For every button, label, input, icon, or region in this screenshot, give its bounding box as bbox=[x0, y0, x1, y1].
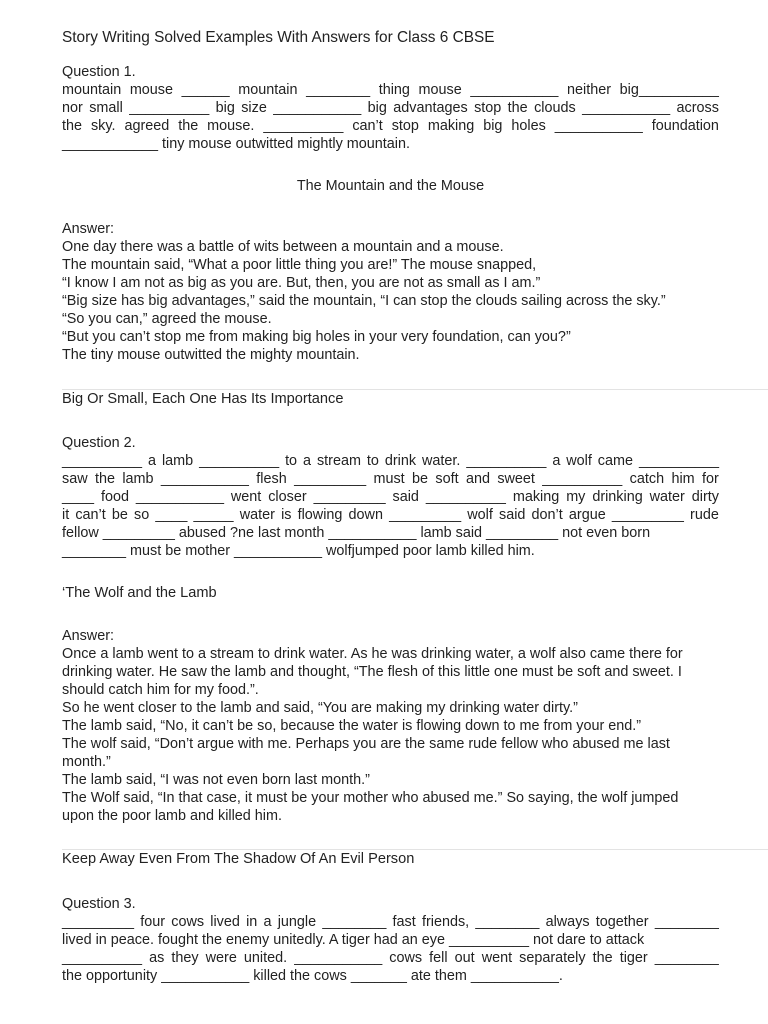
word: the bbox=[592, 950, 613, 966]
word: agreed bbox=[124, 118, 170, 134]
word: ________ bbox=[654, 950, 719, 966]
word: ___________ bbox=[273, 100, 362, 116]
answer-label: Answer: bbox=[62, 628, 114, 644]
answer-line: “So you can,” agreed the mouse. bbox=[62, 311, 272, 327]
word: the bbox=[507, 100, 528, 116]
question-label: Question 3. bbox=[62, 896, 136, 912]
word: to bbox=[366, 453, 379, 469]
question-line: lived in peace. fought the enemy unitedly. A tiger had an eye __________ not dare to attack bbox=[62, 932, 645, 948]
word: water. bbox=[421, 453, 461, 469]
answer-1 bbox=[62, 220, 722, 364]
word: stream bbox=[316, 453, 361, 469]
word: ___________ bbox=[554, 118, 643, 134]
word: is bbox=[281, 507, 292, 523]
answer-line: Once a lamb went to a stream to drink water. As he was drinking water, a wolf also came there for bbox=[62, 646, 683, 662]
word: small bbox=[89, 100, 123, 116]
word: sweet bbox=[497, 471, 535, 487]
word: and bbox=[465, 471, 490, 487]
word: mouse. bbox=[207, 118, 255, 134]
word: cows bbox=[389, 950, 423, 966]
answer-line: The wolf said, “Don’t argue with me. Perhaps you are the same rude fellow who abused me last bbox=[62, 736, 670, 752]
word: fast bbox=[392, 914, 416, 930]
word: big__________ bbox=[619, 82, 719, 98]
word: united. bbox=[243, 950, 288, 966]
word: _________ bbox=[62, 914, 135, 930]
answer-line: drinking water. He saw the lamb and thought, “The flesh of this little one must be soft and sweet. I bbox=[62, 664, 682, 680]
section-heading: Keep Away Even From The Shadow Of An Evil Person bbox=[62, 851, 415, 867]
answer-line: The lamb said, “No, it can’t be so, because the water is flowing down to me from your end.” bbox=[62, 718, 642, 734]
word: friends, bbox=[421, 914, 470, 930]
word: thing bbox=[378, 82, 410, 98]
word: making bbox=[427, 118, 475, 134]
word: the bbox=[178, 118, 199, 134]
word: holes bbox=[511, 118, 546, 134]
question-line: fellow _________ abused ?ne last month ___________ lamb said _________ not even born bbox=[62, 525, 651, 541]
word: size bbox=[241, 100, 267, 116]
word: nor bbox=[62, 100, 83, 116]
story-title: ‘The Wolf and the Lamb bbox=[62, 585, 217, 601]
word: a bbox=[147, 453, 156, 469]
question-line bbox=[62, 506, 719, 524]
answer-line: The Wolf said, “In that case, it must be your mother who abused me.” So saying, the wolf jumped bbox=[62, 790, 679, 806]
word: be bbox=[412, 471, 429, 487]
word: mouse bbox=[129, 82, 174, 98]
question-line bbox=[62, 488, 719, 506]
word: went bbox=[481, 950, 513, 966]
word: in bbox=[246, 914, 258, 930]
word: him bbox=[671, 471, 695, 487]
question-line bbox=[62, 117, 719, 135]
word: tiger bbox=[619, 950, 648, 966]
word: big bbox=[367, 100, 387, 116]
answer-line: The tiny mouse outwitted the mighty mountain. bbox=[62, 347, 360, 363]
word: separately bbox=[519, 950, 586, 966]
word: mouse bbox=[418, 82, 462, 98]
question-line bbox=[62, 913, 719, 931]
answer-line: should catch him for my food.”. bbox=[62, 682, 259, 698]
word: said bbox=[392, 489, 419, 505]
word: making bbox=[512, 489, 560, 505]
word: out bbox=[454, 950, 475, 966]
question-1 bbox=[62, 63, 722, 153]
word: ___________ bbox=[294, 950, 383, 966]
page-title: Story Writing Solved Examples With Answers for Class 6 CBSE bbox=[62, 29, 495, 46]
word: _________ bbox=[294, 471, 367, 487]
word: be bbox=[111, 507, 128, 523]
word: down bbox=[348, 507, 383, 523]
word: catch bbox=[629, 471, 665, 487]
word: drink bbox=[384, 453, 417, 469]
answer-line: “Big size has big advantages,” said the mountain, “I can stop the clouds sailing across the sky.” bbox=[62, 293, 666, 309]
word: ______ bbox=[181, 82, 230, 98]
word: __________ bbox=[129, 100, 210, 116]
word: saw bbox=[62, 471, 88, 487]
word: ___________ bbox=[470, 82, 559, 98]
answer-line: One day there was a battle of wits between a mountain and a mouse. bbox=[62, 239, 504, 255]
question-line bbox=[62, 81, 719, 99]
word: came bbox=[597, 453, 633, 469]
word: big bbox=[215, 100, 235, 116]
word: flesh bbox=[256, 471, 287, 487]
word: across bbox=[676, 100, 719, 116]
word: ____ bbox=[155, 507, 188, 523]
question-line bbox=[62, 99, 719, 117]
word: mountain bbox=[62, 82, 122, 98]
word: advantages bbox=[393, 100, 468, 116]
word: _________ bbox=[313, 489, 386, 505]
word: _________ bbox=[389, 507, 462, 523]
word: _____ bbox=[193, 507, 234, 523]
word: flowing bbox=[297, 507, 343, 523]
word: for bbox=[702, 471, 719, 487]
answer-line: So he went closer to the lamb and said, “You are making my drinking water dirty.” bbox=[62, 700, 578, 716]
word: the bbox=[62, 118, 83, 134]
answer-line: month.” bbox=[62, 754, 111, 770]
word: wolf bbox=[467, 507, 493, 523]
answer-label: Answer: bbox=[62, 221, 114, 237]
section-heading: Big Or Small, Each One Has Its Importance bbox=[62, 391, 344, 407]
question-2 bbox=[62, 434, 722, 560]
question-line: ________ must be mother ___________ wolfjumped poor lamb killed him. bbox=[62, 543, 535, 559]
word: the bbox=[94, 471, 115, 487]
word: mountain bbox=[238, 82, 298, 98]
word: food bbox=[100, 489, 129, 505]
answer-line: “I know I am not as big as you are. But, then, you are not as small as I am.” bbox=[62, 275, 541, 291]
word: water bbox=[239, 507, 275, 523]
word: __________ bbox=[466, 453, 547, 469]
word: were bbox=[205, 950, 237, 966]
word: ________ bbox=[322, 914, 387, 930]
word: neither bbox=[567, 82, 612, 98]
word: ___________ bbox=[582, 100, 671, 116]
question-line bbox=[62, 470, 719, 488]
question-line: ____________ tiny mouse outwitted mightly mountain. bbox=[62, 136, 410, 152]
question-label: Question 1. bbox=[62, 64, 136, 80]
word: as bbox=[149, 950, 165, 966]
word: went bbox=[230, 489, 262, 505]
answer-2 bbox=[62, 627, 722, 825]
word: ___________ bbox=[160, 471, 249, 487]
word: __________ bbox=[425, 489, 506, 505]
word: four bbox=[140, 914, 166, 930]
word: a bbox=[263, 914, 272, 930]
word: big bbox=[483, 118, 503, 134]
word: always bbox=[545, 914, 590, 930]
word: ________ bbox=[654, 914, 719, 930]
answer-line: The mountain said, “What a poor little thing you are!” The mouse snapped, bbox=[62, 257, 537, 273]
word: jungle bbox=[277, 914, 317, 930]
word: __________ bbox=[263, 118, 344, 134]
word: __________ bbox=[62, 950, 143, 966]
word: lived bbox=[210, 914, 240, 930]
word: ___________ bbox=[135, 489, 224, 505]
word: __________ bbox=[542, 471, 623, 487]
word: stop bbox=[391, 118, 419, 134]
word: together bbox=[595, 914, 649, 930]
word: wolf bbox=[566, 453, 592, 469]
word: sky. bbox=[90, 118, 116, 134]
word: fell bbox=[429, 950, 448, 966]
word: can’t bbox=[75, 507, 106, 523]
word: they bbox=[171, 950, 199, 966]
word: don’t bbox=[531, 507, 563, 523]
word: lamb bbox=[122, 471, 154, 487]
word: my bbox=[566, 489, 586, 505]
word: clouds bbox=[534, 100, 576, 116]
word: drinking bbox=[592, 489, 643, 505]
word: __________ bbox=[62, 453, 143, 469]
word: soft bbox=[435, 471, 459, 487]
word: can’t bbox=[352, 118, 383, 134]
word: must bbox=[373, 471, 405, 487]
word: so bbox=[134, 507, 150, 523]
question-3 bbox=[62, 895, 722, 985]
word: a bbox=[303, 453, 312, 469]
question-line bbox=[62, 949, 719, 967]
word: ____ bbox=[62, 489, 95, 505]
word: argue bbox=[568, 507, 606, 523]
word: lamb bbox=[161, 453, 194, 469]
word: it bbox=[62, 507, 70, 523]
word: ________ bbox=[306, 82, 371, 98]
question-line bbox=[62, 452, 719, 470]
question-line: the opportunity ___________ killed the cows _______ ate them ___________. bbox=[62, 968, 563, 984]
word: foundation bbox=[651, 118, 719, 134]
word: a bbox=[552, 453, 561, 469]
question-label: Question 2. bbox=[62, 435, 136, 451]
story-title: The Mountain and the Mouse bbox=[296, 178, 485, 194]
word: cows bbox=[171, 914, 205, 930]
word: dirty bbox=[691, 489, 719, 505]
word: __________ bbox=[638, 453, 719, 469]
word: closer bbox=[268, 489, 307, 505]
answer-line: The lamb said, “I was not even born last month.” bbox=[62, 772, 370, 788]
answer-line: upon the poor lamb and killed him. bbox=[62, 808, 282, 824]
word: stop bbox=[474, 100, 502, 116]
word: said bbox=[499, 507, 526, 523]
answer-line: “But you can’t stop me from making big holes in your very foundation, can you?” bbox=[62, 329, 571, 345]
word: water bbox=[649, 489, 685, 505]
word: ________ bbox=[475, 914, 540, 930]
word: __________ bbox=[199, 453, 280, 469]
word: _________ bbox=[611, 507, 684, 523]
word: to bbox=[285, 453, 298, 469]
word: rude bbox=[690, 507, 719, 523]
